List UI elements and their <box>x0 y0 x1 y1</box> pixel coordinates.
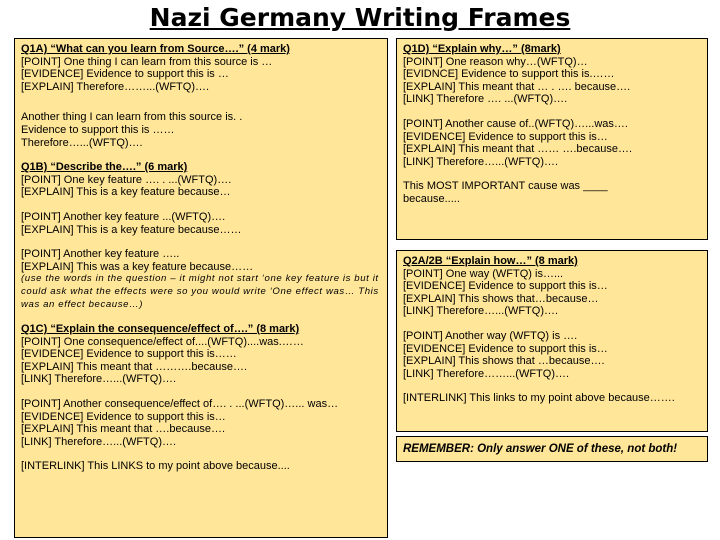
q1d-line: [EXPLAIN] This meant that …… ….because…. <box>403 143 633 156</box>
q2-line: [LINK] Therefore…...(WFTQ)…. <box>403 305 559 318</box>
q1c-line: [EVIDENCE] Evidence to support this is…… <box>21 348 237 361</box>
q1b-heading: Q1B) “Describe the….” (6 mark) <box>21 161 188 174</box>
q2-line: [EXPLAIN] This shows that …because…. <box>403 355 605 368</box>
q1a-heading: Q1A) “What can you learn from Source….” (4 mark) <box>21 43 290 55</box>
q1d-frame-box <box>396 38 708 240</box>
q2-frame-box <box>396 250 708 432</box>
remember-box <box>396 436 708 462</box>
q1d-most-important: This MOST IMPORTANT cause was ____ <box>403 180 608 193</box>
q1a-line: Another thing I can learn from this source is. . <box>21 111 243 124</box>
q1c-line: [EVIDENCE] Evidence to support this is… <box>21 410 226 423</box>
q1b-line: [EXPLAIN] This is a key feature because…… <box>21 223 242 236</box>
page-title: Nazi Germany Writing Frames <box>149 3 571 32</box>
q1c-line: [EXPLAIN] This meant that ….because…. <box>21 423 226 436</box>
q1d-line: [EXPLAIN] This meant that … . …. because…. <box>403 80 631 93</box>
q1d-heading: Q1D) “Explain why…” (8mark) <box>403 43 561 55</box>
q1d-line: [EVIDENCE] Evidence to support this is… <box>403 130 608 143</box>
q1a-line: [EXPLAIN] Therefore……...(WFTQ)…. <box>21 80 210 93</box>
q1d-line: [POINT] One reason why…(WFTQ)… <box>403 55 588 68</box>
remember-note: REMEMBER: Only answer ONE of these, not both! <box>403 443 678 455</box>
q2-line: [POINT] Another way (WFTQ) is …. <box>403 329 578 342</box>
q2-line: [POINT] One way (WFTQ) is…... <box>403 267 564 280</box>
q1d-line: [LINK] Therefore…...(WFTQ)…. <box>403 155 559 168</box>
q1a-line: [EVIDENCE] Evidence to support this is … <box>21 68 229 81</box>
q1c-interlink: [INTERLINK] This LINKS to my point above because.... <box>21 460 290 473</box>
q1a-line: [POINT] One thing I can learn from this source is … <box>21 55 273 68</box>
q2-interlink: [INTERLINK] This links to my point above because……. <box>403 392 675 405</box>
q1b-line: [POINT] One key feature …. . ...(WFTQ)…. <box>21 173 232 186</box>
q1b-line: [EXPLAIN] This was a key feature because…… <box>21 260 254 273</box>
q1b-line: [EXPLAIN] This is a key feature because… <box>21 186 231 199</box>
q1d-most-important-because: because..... <box>403 192 460 205</box>
q2-line: [EXPLAIN] This shows that…because… <box>403 292 599 305</box>
q1c-line: [LINK] Therefore…...(WFTQ)…. <box>21 435 177 448</box>
q2-heading: Q2A/2B “Explain how…” (8 mark) <box>403 255 578 267</box>
q1c-line: [LINK] Therefore…...(WFTQ)…. <box>21 373 177 386</box>
q2-line: [LINK] Therefore……...(WFTQ)…. <box>403 367 570 380</box>
q2-line: [EVIDENCE] Evidence to support this is… <box>403 280 608 293</box>
q1c-heading: Q1C) “Explain the consequence/effect of….” (8 mark) <box>21 323 300 336</box>
q1c-line: [POINT] Another consequence/effect of…. . ...(WFTQ)…... was… <box>21 398 339 411</box>
q1d-line: [EVIDNCE] Evidence to support this is.…… <box>403 68 615 81</box>
q1c-line: [EXPLAIN] This meant that ……….because…. <box>21 360 248 373</box>
q1b-note: (use the words in the question – it might not start ‘one key feature is but it could ask what the effects were so you would write ‘One effect was… This was an effect because…) <box>21 273 379 310</box>
left-frame-box <box>14 38 388 538</box>
q1a-line: Evidence to support this is …… <box>21 123 175 136</box>
q1d-line: [LINK] Therefore …. ...(WFTQ)…. <box>403 93 568 106</box>
q1c-line: [POINT] One consequence/effect of....(WFTQ)....was.…… <box>21 335 304 348</box>
q1b-line: [POINT] Another key feature ….. <box>21 248 180 261</box>
q1b-line: [POINT] Another key feature ...(WFTQ)…. <box>21 210 226 223</box>
q2-line: [EVIDENCE] Evidence to support this is… <box>403 342 608 355</box>
q1a-line: Therefore…...(WFTQ)…. <box>21 136 143 149</box>
q1d-line: [POINT] Another cause of..(WFTQ)…...was…. <box>403 117 628 130</box>
